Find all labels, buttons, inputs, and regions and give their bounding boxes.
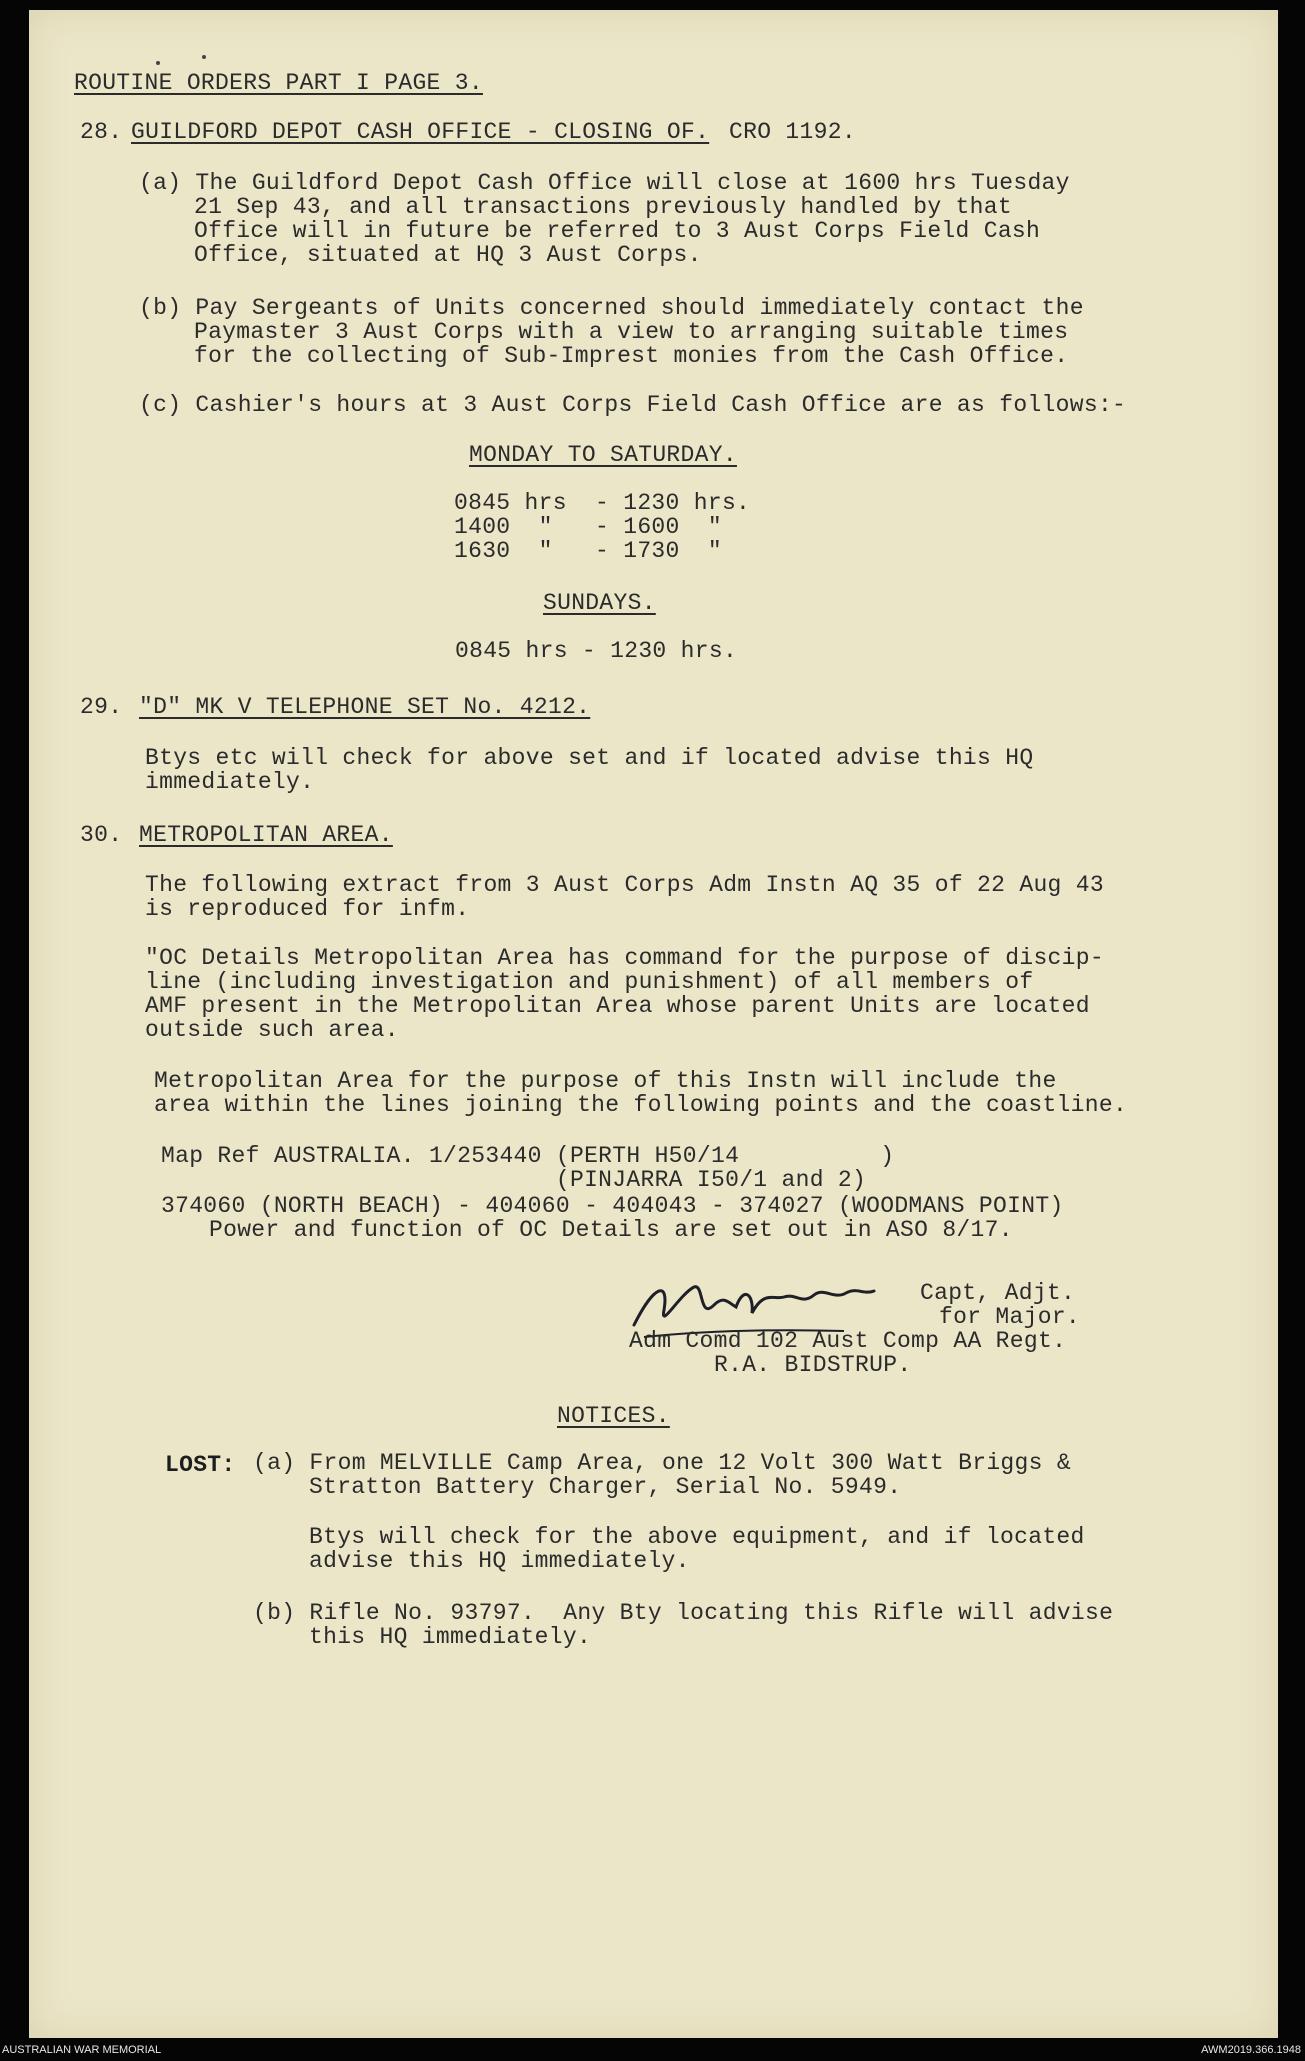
item-29-line-2: immediately. <box>145 769 315 795</box>
map-ref-line-4: Power and function of OC Details are set out in ASO 8/17. <box>209 1217 1013 1243</box>
signature-line-1: Capt, Adjt. <box>920 1280 1076 1306</box>
item-28-a-line-1: (a) The Guildford Depot Cash Office will close at 1600 hrs Tuesday <box>139 170 1070 196</box>
sunday-hours-row: 0845 hrs - 1230 hrs. <box>455 638 738 664</box>
item-30-intro-line-1: The following extract from 3 Aust Corps Adm Instn AQ 35 of 22 Aug 43 <box>145 872 1104 898</box>
item-28-a-line-3: Office will in future be referred to 3 Aust Corps Field Cash <box>194 218 1041 244</box>
item-28-ref: CRO 1192. <box>729 119 856 145</box>
item-29-number: 29. <box>80 694 123 720</box>
notice-a-line-3: Btys will check for the above equipment, and if located <box>309 1524 1085 1550</box>
item-30-number: 30. <box>80 822 123 848</box>
item-30-quote-line-2: line (including investigation and punishment) of all members of <box>145 969 1034 995</box>
weekday-hours-heading: MONDAY TO SATURDAY. <box>469 442 737 468</box>
signature-line-2: for Major. <box>939 1304 1081 1330</box>
item-29-heading: "D" MK V TELEPHONE SET No. 4212. <box>139 694 591 720</box>
item-28-c-line: (c) Cashier's hours at 3 Aust Corps Field Cash Office are as follows:- <box>139 392 1127 418</box>
weekday-hours-row-2: 1400 " - 1600 " <box>454 514 722 540</box>
weekday-hours-row-3: 1630 " - 1730 " <box>454 538 722 564</box>
item-29-line-1: Btys etc will check for above set and if located advise this HQ <box>145 745 1034 771</box>
item-30-quote-line-4: outside such area. <box>145 1017 399 1043</box>
footer-reference: AWM2019.366.1948 <box>1201 2044 1301 2056</box>
item-30-heading: METROPOLITAN AREA. <box>139 822 393 848</box>
item-28-a-line-4: Office, situated at HQ 3 Aust Corps. <box>194 242 702 268</box>
notice-a-line-2: Stratton Battery Charger, Serial No. 5949. <box>309 1474 902 1500</box>
notice-b-line-1: (b) Rifle No. 93797. Any Bty locating this Rifle will advise <box>253 1600 1114 1626</box>
punch-mark <box>202 55 206 59</box>
sunday-hours-heading: SUNDAYS. <box>543 590 656 616</box>
punch-mark <box>156 61 160 65</box>
notices-heading: NOTICES. <box>557 1403 670 1429</box>
item-30-quote-line-3: AMF present in the Metropolitan Area whose parent Units are located <box>145 993 1090 1019</box>
lost-label: LOST: <box>165 1452 236 1478</box>
item-28-b-line-1: (b) Pay Sergeants of Units concerned should immediately contact the <box>139 295 1084 321</box>
item-30-intro-line-2: is reproduced for infm. <box>145 896 470 922</box>
notice-a-line-4: advise this HQ immediately. <box>309 1548 690 1574</box>
notice-a-line-1: (a) From MELVILLE Camp Area, one 12 Volt 300 Watt Briggs & <box>253 1450 1071 1476</box>
signature-line-4: R.A. BIDSTRUP. <box>714 1352 912 1378</box>
notice-b-line-2: this HQ immediately. <box>309 1624 592 1650</box>
item-30-area-line-2: area within the lines joining the following points and the coastline. <box>154 1092 1128 1118</box>
item-28-a-line-2: 21 Sep 43, and all transactions previously handled by that <box>194 194 1012 220</box>
item-28-number: 28. <box>80 119 123 145</box>
map-ref-line-2: (PINJARRA I50/1 and 2) <box>161 1167 867 1193</box>
footer-institution: AUSTRALIAN WAR MEMORIAL <box>2 2044 162 2056</box>
item-28-b-line-2: Paymaster 3 Aust Corps with a view to arranging suitable times <box>194 319 1069 345</box>
item-30-area-line-1: Metropolitan Area for the purpose of this Instn will include the <box>154 1068 1057 1094</box>
map-ref-line-1: Map Ref AUSTRALIA. 1/253440 (PERTH H50/14 ) <box>161 1143 895 1169</box>
item-28-heading: GUILDFORD DEPOT CASH OFFICE - CLOSING OF. <box>131 119 710 145</box>
map-ref-line-3: 374060 (NORTH BEACH) - 404060 - 404043 - 374027 (WOODMANS POINT) <box>161 1193 1064 1219</box>
weekday-hours-row-1: 0845 hrs - 1230 hrs. <box>454 490 751 516</box>
item-28-b-line-3: for the collecting of Sub-Imprest monies from the Cash Office. <box>194 343 1069 369</box>
document-page <box>29 10 1278 2038</box>
page-header: ROUTINE ORDERS PART I PAGE 3. <box>74 70 483 96</box>
item-30-quote-line-1: "OC Details Metropolitan Area has command for the purpose of discip- <box>145 945 1104 971</box>
signature-line-3: Adm Comd 102 Aust Comp AA Regt. <box>629 1328 1067 1354</box>
